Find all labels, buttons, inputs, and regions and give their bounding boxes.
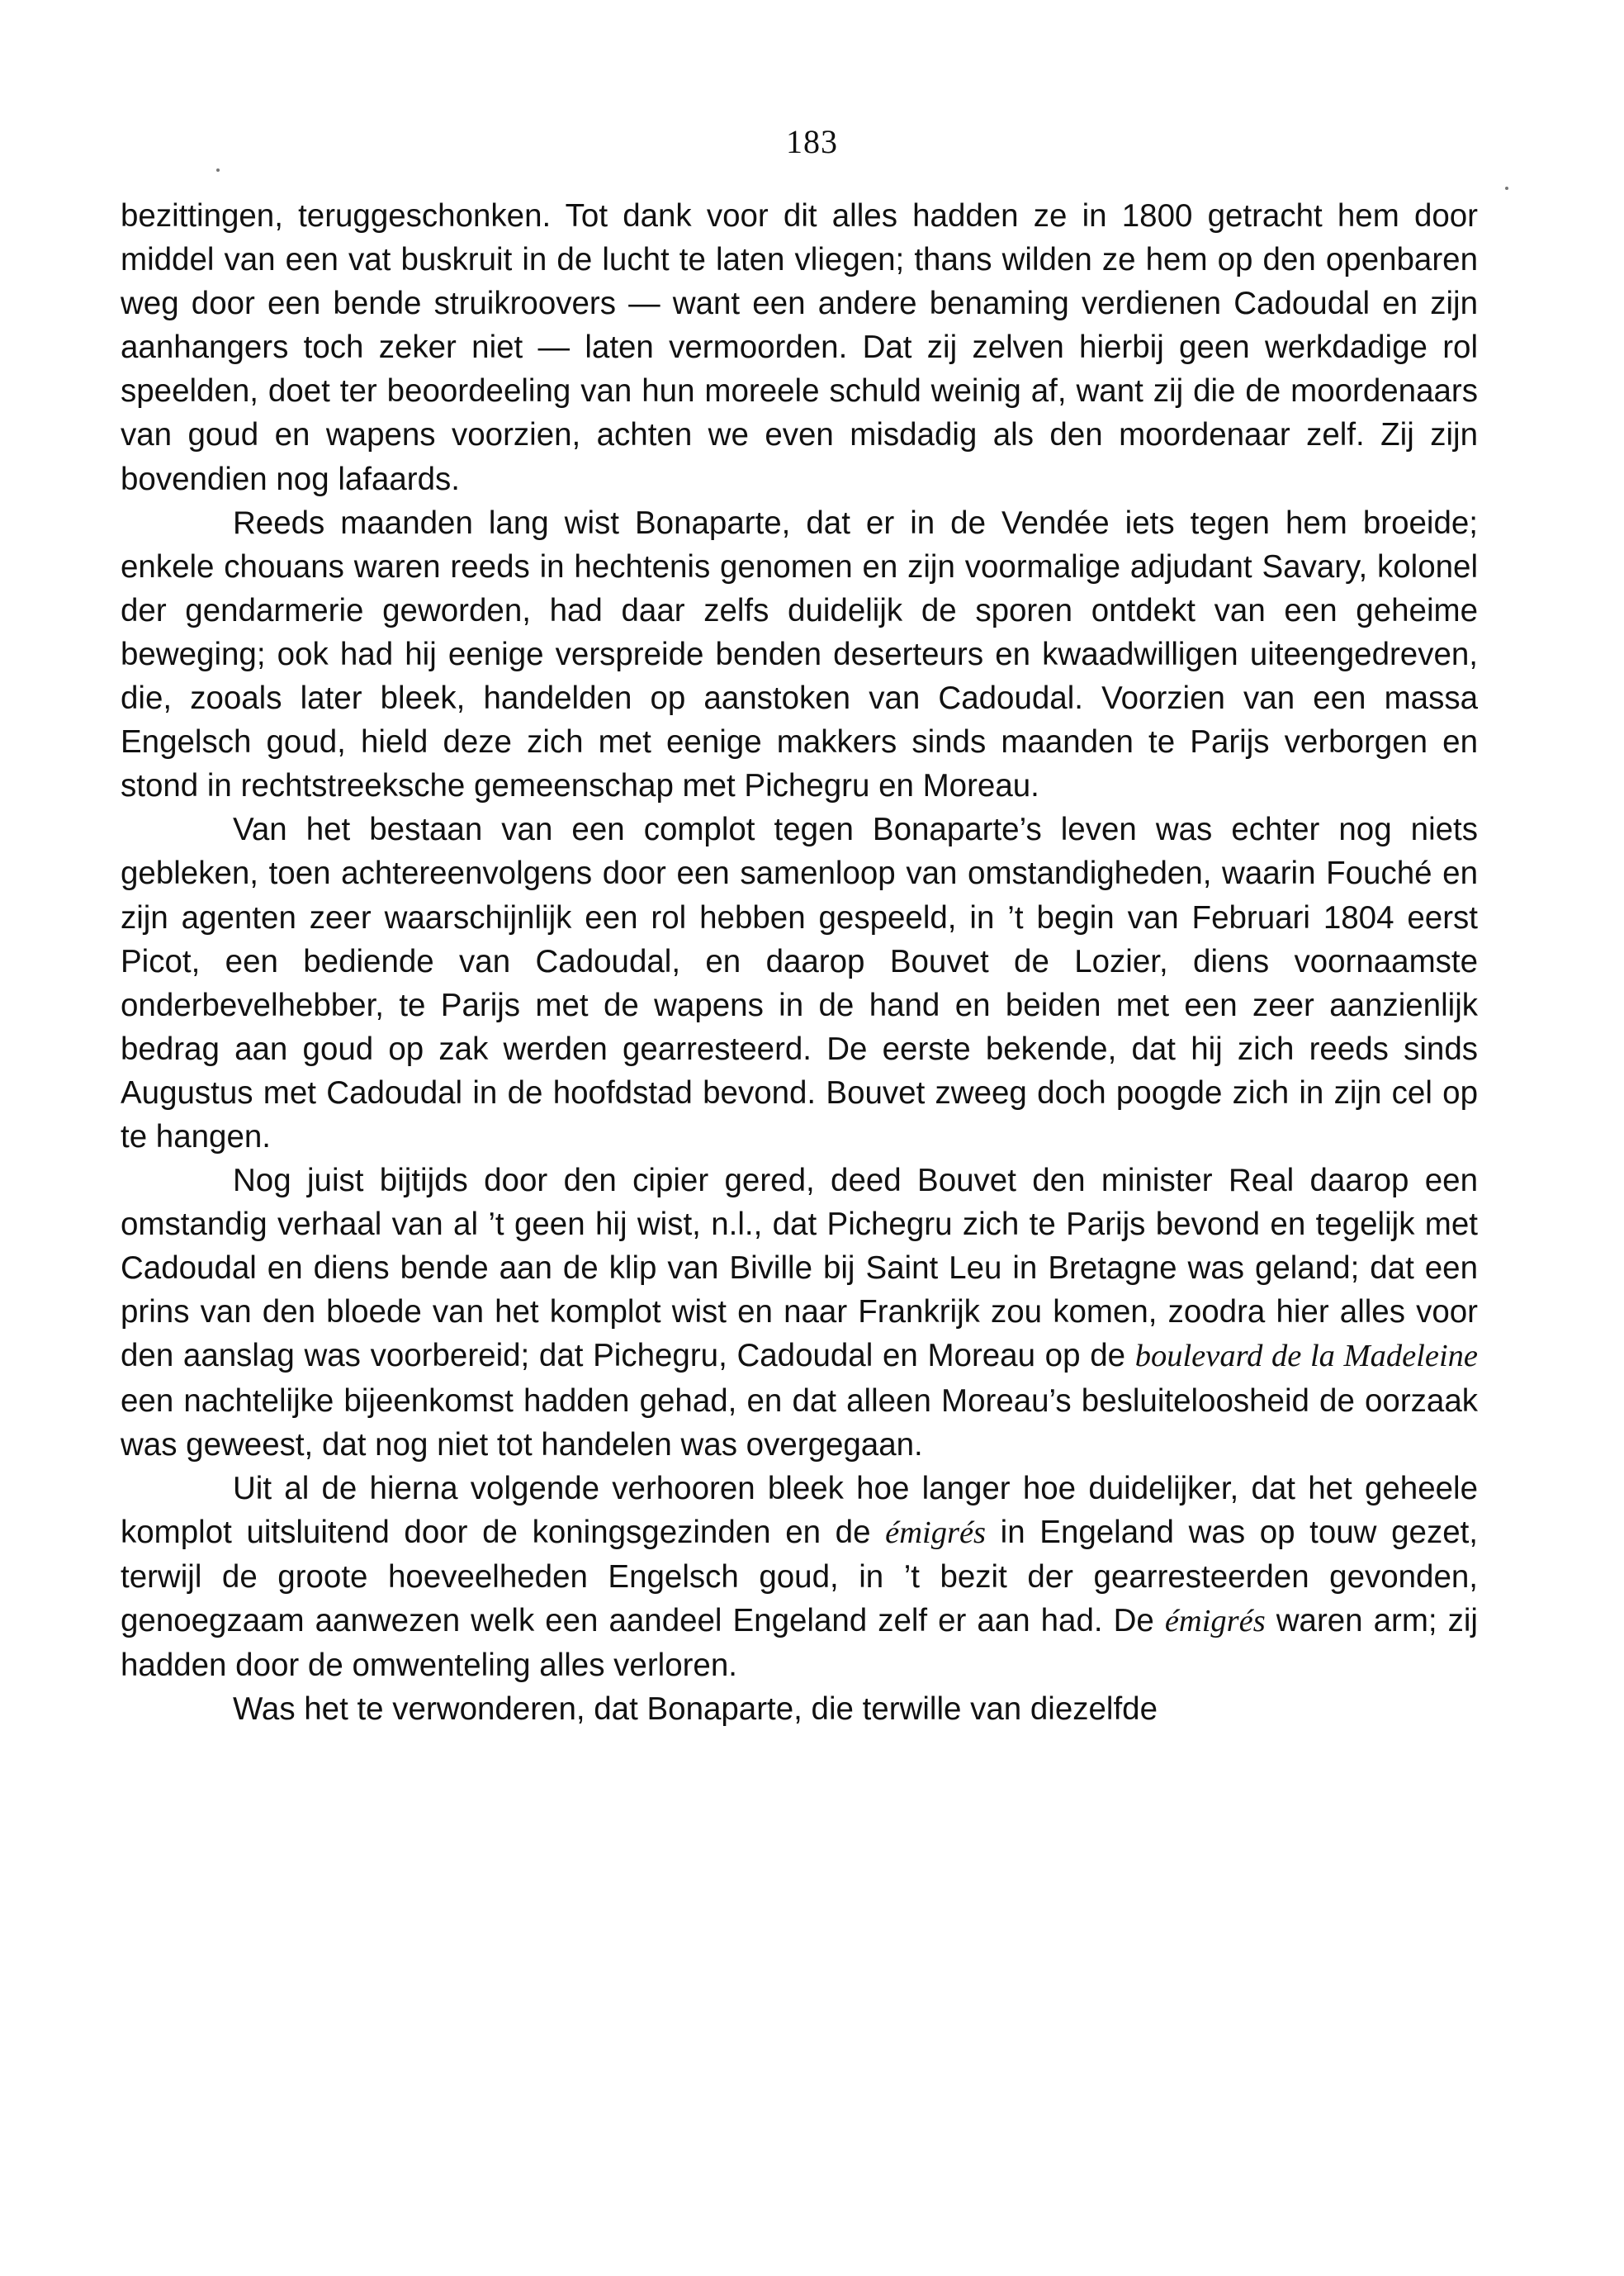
paragraph <box>121 1687 1478 1731</box>
text-run: bezittingen, teruggeschonken. Tot dank voor dit alles hadden ze in 1800 getracht hem door middel van een vat buskruit in de lucht te laten vliegen; thans wilden ze hem op den openbaren weg door een bende struikroovers — want een andere benaming verdienen Cadoudal en zijn aanhangers toch zeker niet — laten vermoorden. Dat zij zelven hierbij geen werkdadige rol speelden, doet ter beoordeeling van hun moreele schuld weinig af, want zij die de moordenaars van goud en wapens voorzien, achten we even misdadig als den moordenaar zelf. Zij zijn bovendien nog lafaards. <box>121 198 1478 497</box>
italic-text: boulevard de la Madeleine <box>1134 1339 1478 1374</box>
body-text <box>121 194 1478 1731</box>
italic-text: émigrés <box>1164 1604 1266 1638</box>
paragraph <box>121 1159 1478 1467</box>
text-run: Reeds maanden lang wist Bonaparte, dat er in de Vendée iets tegen hem broeide; enkele chouans waren reeds in hechtenis genomen en zijn voormalige adjudant Savary, kolonel der gendarmerie geworden, had daar zelfs duidelijk de sporen ontdekt van een geheime beweging; ook had hij eenige verspreide benden deserteurs en kwaadwilligen uiteengedreven, die, zooals later bleek, handelden op aanstoken van Cadoudal. Voorzien van een massa Engelsch goud, hield deze zich met eenige makkers sinds maanden te Parijs verborgen en stond in rechtstreeksche gemeenschap met Pichegru en Moreau. <box>121 505 1478 804</box>
italic-text: émigrés <box>885 1515 987 1550</box>
text-run: Nog juist bijtijds door den cipier gered, deed Bouvet den minister Real daarop een omstandig verhaal van al ’t geen hij wist, n.l., dat Pichegru zich te Parijs bevond en tegelijk met Cadoudal en diens bende aan de klip van Biville bij Saint Leu in Bretagne was geland; dat een prins van den bloede van het komplot wist en naar Frankrijk zou komen, zoodra hier alles voor den aanslag was voorbereid; dat Pichegru, Cadoudal en Moreau op de <box>121 1163 1478 1374</box>
paragraph <box>121 1467 1478 1687</box>
paragraph <box>121 808 1478 1159</box>
text-run: Was het te verwonderen, dat Bonaparte, die terwille van diezelfde <box>233 1691 1158 1728</box>
page-number: 183 <box>786 123 838 160</box>
text-run: Uit al de hierna volgende verhooren bleek hoe langer hoe duidelijker, dat het geheele komplot uitsluitend door de koningsgezinden en de <box>121 1470 1478 1550</box>
text-run: een nachtelijke bijeenkomst hadden gehad, en dat alleen Moreau’s besluiteloosheid de oorzaak was geweest, dat nog niet tot handelen was overgegaan. <box>121 1382 1478 1463</box>
text-run: waren arm; zij hadden door de omwenteling alles verloren. <box>121 1603 1478 1684</box>
paragraph <box>121 501 1478 808</box>
text-run: in Engeland was op touw gezet, terwijl de groote hoeveelheden Engelsch goud, in ’t bezit der gearresteerden gevonden, genoegzaam aanwezen welk een aandeel Engeland zelf er aan had. De <box>121 1514 1478 1638</box>
print-speck <box>1505 187 1508 190</box>
text-run: Van het bestaan van een complot tegen Bonaparte’s leven was echter nog niets gebleken, toen achtereenvolgens door een samenloop van omstandigheden, waarin Fouché en zijn agenten zeer waarschijnlijk een rol hebben gespeeld, in ’t begin van Februari 1804 eerst Picot, een bediende van Cadoudal, en daarop Bouvet de Lozier, diens voornaamste onderbevelhebber, te Parijs met de wapens in de hand en beiden met een zeer aanzienlijk bedrag aan goud op zak werden gearresteerd. De eerste bekende, dat hij zich reeds sinds Augustus met Cadoudal in de hoofdstad bevond. Bouvet zweeg doch poogde zich in zijn cel op te hangen. <box>121 812 1478 1155</box>
print-speck <box>216 168 220 172</box>
paragraph <box>121 194 1478 501</box>
